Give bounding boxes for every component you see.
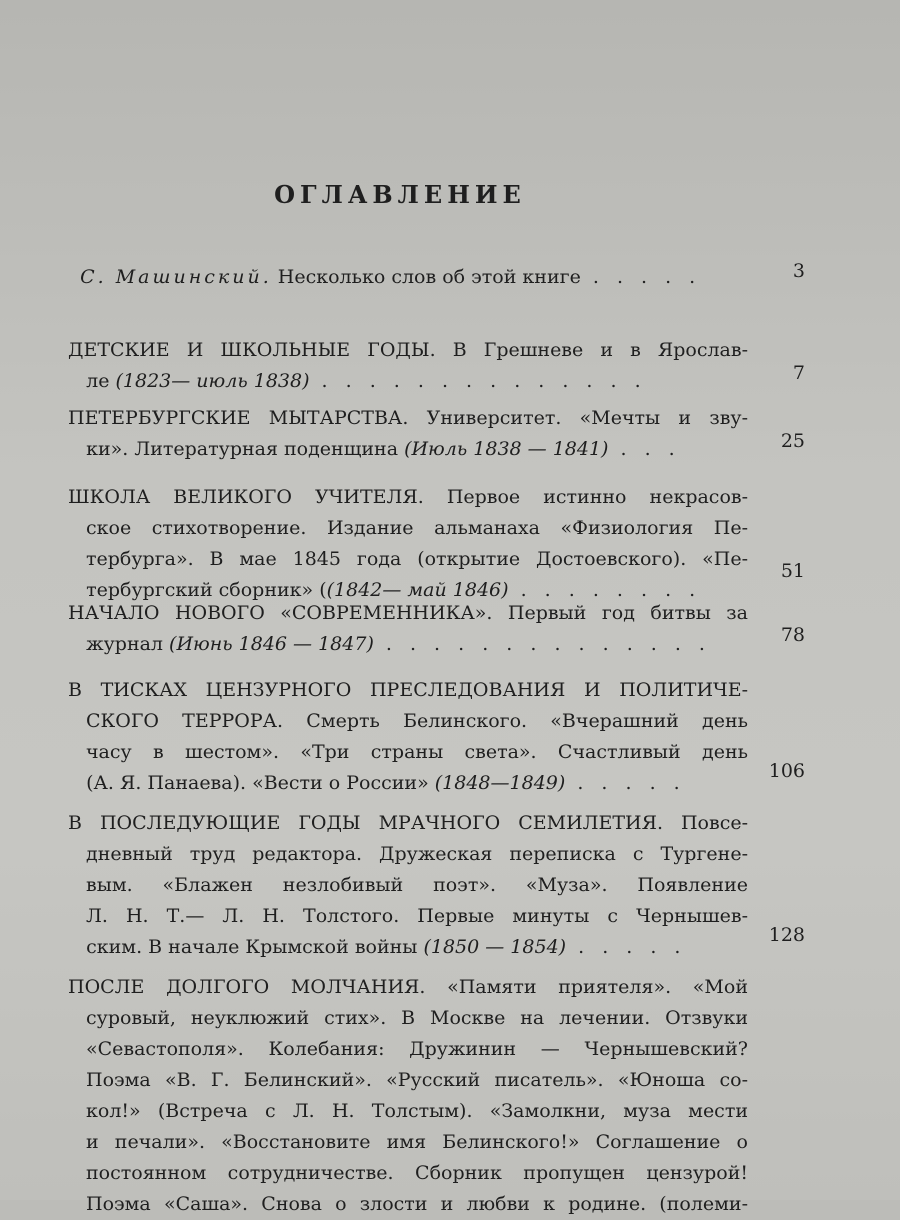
entry-text: тербургский сборник» ( (86, 579, 327, 601)
entry-line: кол!» (Встреча с Л. Н. Толстым). «Замолкни, муза мести (86, 1100, 748, 1122)
toc-entry-censorship (68, 675, 748, 799)
entry-dates: (1850 — 1854) (423, 936, 567, 958)
leader-dots: . . . . . (566, 936, 687, 958)
entry-line: В ТИСКАХ ЦЕНЗУРНОГО ПРЕСЛЕДОВАНИЯ И ПОЛИТИЧЕ- (68, 679, 748, 701)
toc-entry-childhood (68, 335, 748, 397)
entry-dates: (Июнь 1846 — 1847) (169, 633, 374, 655)
entry-line: СКОГО ТЕРРОРА. Смерть Белинского. «Вчерашний день (86, 710, 748, 732)
entry-dates: (1842— май 1846) (326, 579, 509, 601)
entry-author: С. Машинский. (80, 266, 272, 288)
page-number: 3 (792, 260, 805, 282)
entry-line: часу в шестом». «Три страны света». Счастливый день (86, 741, 748, 763)
entry-line: Л. Н. Т.— Л. Н. Толстого. Первые минуты с Чернышев- (86, 905, 748, 927)
entry-line: «Севастополя». Колебания: Дружинин — Чернышевский? (86, 1038, 748, 1060)
page-number: 128 (768, 924, 805, 946)
toc-entry-sovremennik (68, 598, 748, 660)
page-number: 25 (780, 430, 805, 452)
leader-dots: . . . (608, 438, 681, 460)
leader-dots: . . . . . . . . (508, 579, 702, 601)
entry-line: ПЕТЕРБУРГСКИЕ МЫТАРСТВА. Университет. «Мечты и зву- (68, 407, 748, 429)
entry-line: В ПОСЛЕДУЮЩИЕ ГОДЫ МРАЧНОГО СЕМИЛЕТИЯ. Повсе- (68, 812, 748, 834)
entry-line: суровый, неуклюжий стих». В Москве на лечении. Отзвуки (86, 1007, 748, 1029)
entry-line: ское стихотворение. Издание альманаха «Физиология Пе- (86, 517, 748, 539)
leader-dots: . . . . . . . . . . . . . . (309, 370, 647, 392)
entry-dates: (1823— июль 1838) (115, 370, 310, 392)
page-number: 106 (768, 760, 805, 782)
entry-dates: (1848—1849) (434, 772, 566, 794)
entry-line: ШКОЛА ВЕЛИКОГО УЧИТЕЛЯ. Первое истинно некрасов- (68, 486, 748, 508)
leader-dots: . . . . . (580, 266, 702, 288)
entry-text: журнал (86, 633, 170, 655)
entry-line: тербурга». В мае 1845 года (открытие Достоевского). «Пе- (86, 548, 748, 570)
entry-line: ДЕТСКИЕ И ШКОЛЬНЫЕ ГОДЫ. В Грешневе и в Ярослав- (68, 339, 748, 361)
entry-line: вым. «Блажен незлобивый поэт». «Муза». Появление (86, 874, 748, 896)
toc-title: ОГЛАВЛЕНИЕ (274, 180, 526, 209)
toc-entry-school (68, 482, 748, 606)
entry-line: ПОСЛЕ ДОЛГОГО МОЛЧАНИЯ. «Памяти приятеля». «Мой (68, 976, 748, 998)
entry-title: Несколько слов об этой книге (271, 266, 581, 288)
entry-text: (А. Я. Панаева). «Вести о России» (86, 772, 435, 794)
entry-line: НАЧАЛО НОВОГО «СОВРЕМЕННИКА». Первый год битвы за (68, 602, 748, 624)
leader-dots: . . . . . (565, 772, 686, 794)
entry-text: ки». Литературная поденщина (86, 438, 405, 460)
entry-text: ле (86, 370, 116, 392)
toc-entry-petersburg (68, 403, 748, 465)
toc-entry-long-silence (68, 972, 748, 1220)
page-number: 78 (780, 624, 805, 646)
toc-entry-intro (68, 262, 748, 293)
page-number: 51 (780, 560, 805, 582)
entry-line: дневный труд редактора. Дружеская переписка с Тургене- (86, 843, 748, 865)
entry-line: Поэма «Саша». Снова о злости и любви к родине. (полеми- (86, 1193, 748, 1215)
entry-line: Поэма «В. Г. Белинский». «Русский писатель». «Юноша со- (86, 1069, 748, 1091)
entry-line: и печали». «Восстановите имя Белинского!» Соглашение о (86, 1131, 748, 1153)
entry-line: постоянном сотрудничестве. Сборник пропущен цензурой! (86, 1162, 748, 1184)
toc-entry-seven-years (68, 808, 748, 963)
leader-dots: . . . . . . . . . . . . . . (373, 633, 711, 655)
entry-dates: (Июль 1838 — 1841) (404, 438, 609, 460)
page-number: 7 (792, 362, 805, 384)
entry-text: ским. В начале Крымской войны (86, 936, 424, 958)
